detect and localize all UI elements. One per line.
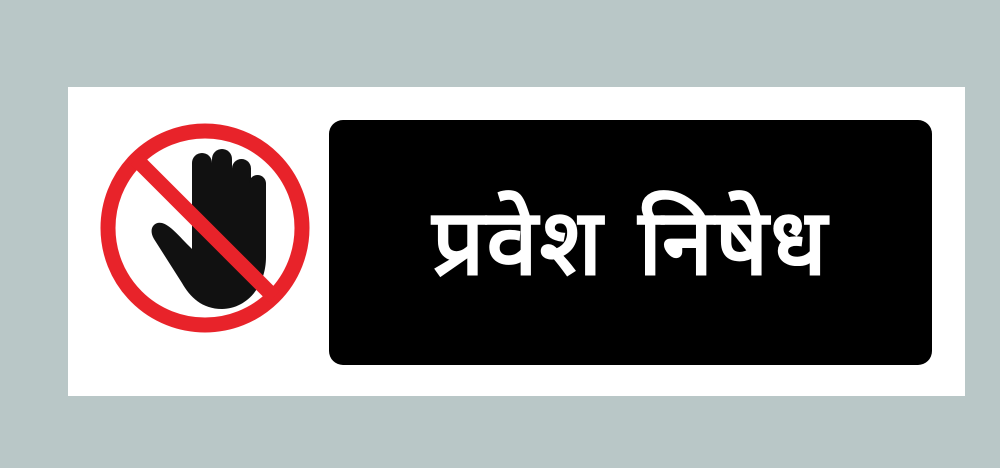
label-box <box>329 120 932 365</box>
sign-text: प्रवेश निषेध <box>432 188 829 296</box>
sign-panel <box>68 87 965 396</box>
no-entry-hand-icon <box>94 117 316 339</box>
